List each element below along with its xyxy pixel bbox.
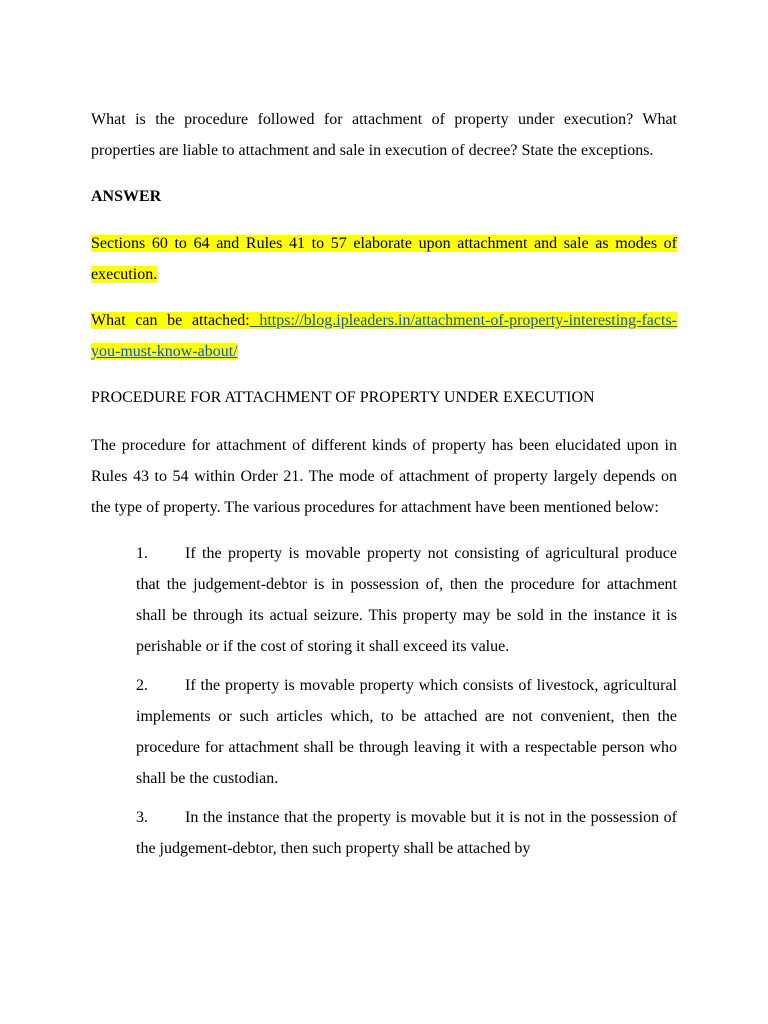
- procedure-heading: PROCEDURE FOR ATTACHMENT OF PROPERTY UNDER EXECUTION: [91, 389, 595, 406]
- attached-paragraph: [91, 305, 677, 367]
- answer-heading: ANSWER: [91, 188, 162, 205]
- list-item: [136, 802, 677, 864]
- attached-label: What can be attached:: [91, 312, 250, 329]
- question-paragraph: What is the procedure followed for attachment of property under execution? What properties are liable to attachment and sale in execution of decree? State the exceptions.: [91, 111, 677, 159]
- list-item-text: If the property is movable property which consists of livestock, agricultural implements or such articles which, to be attached are not convenient, then the procedure for attachment shall be through leaving it with a respectable person who shall be the custodian.: [136, 677, 677, 787]
- sections-note-paragraph: [91, 228, 677, 290]
- list-item-number: 1.: [136, 545, 148, 562]
- list-item-number: 3.: [136, 809, 148, 826]
- list-item-text: If the property is movable property not consisting of agricultural produce that the judgement-debtor is in possession of, then the procedure for attachment shall be through its actual seizure. This property may be sold in the instance it is perishable or if the cost of storing it shall exceed its value.: [136, 545, 677, 655]
- attached-link[interactable]: https://blog.ipleaders.in/attachment-of-property-interesting-facts-you-must-know-about/: [91, 312, 677, 360]
- sections-note-highlight: Sections 60 to 64 and Rules 41 to 57 elaborate upon attachment and sale as modes of execution.: [91, 235, 677, 283]
- list-item-number: 2.: [136, 677, 148, 694]
- list-item-text: In the instance that the property is movable but it is not in the possession of the judgement-debtor, then such property shall be attached by: [136, 809, 677, 857]
- procedure-list: [91, 538, 677, 864]
- document-body: [91, 104, 677, 872]
- procedure-intro-paragraph: The procedure for attachment of different kinds of property has been elucidated upon in Rules 43 to 54 within Order 21. The mode of attachment of property largely depends on the type of property. The various procedures for attachment have been mentioned below:: [91, 437, 677, 516]
- list-item: [136, 538, 677, 662]
- list-item: [136, 670, 677, 794]
